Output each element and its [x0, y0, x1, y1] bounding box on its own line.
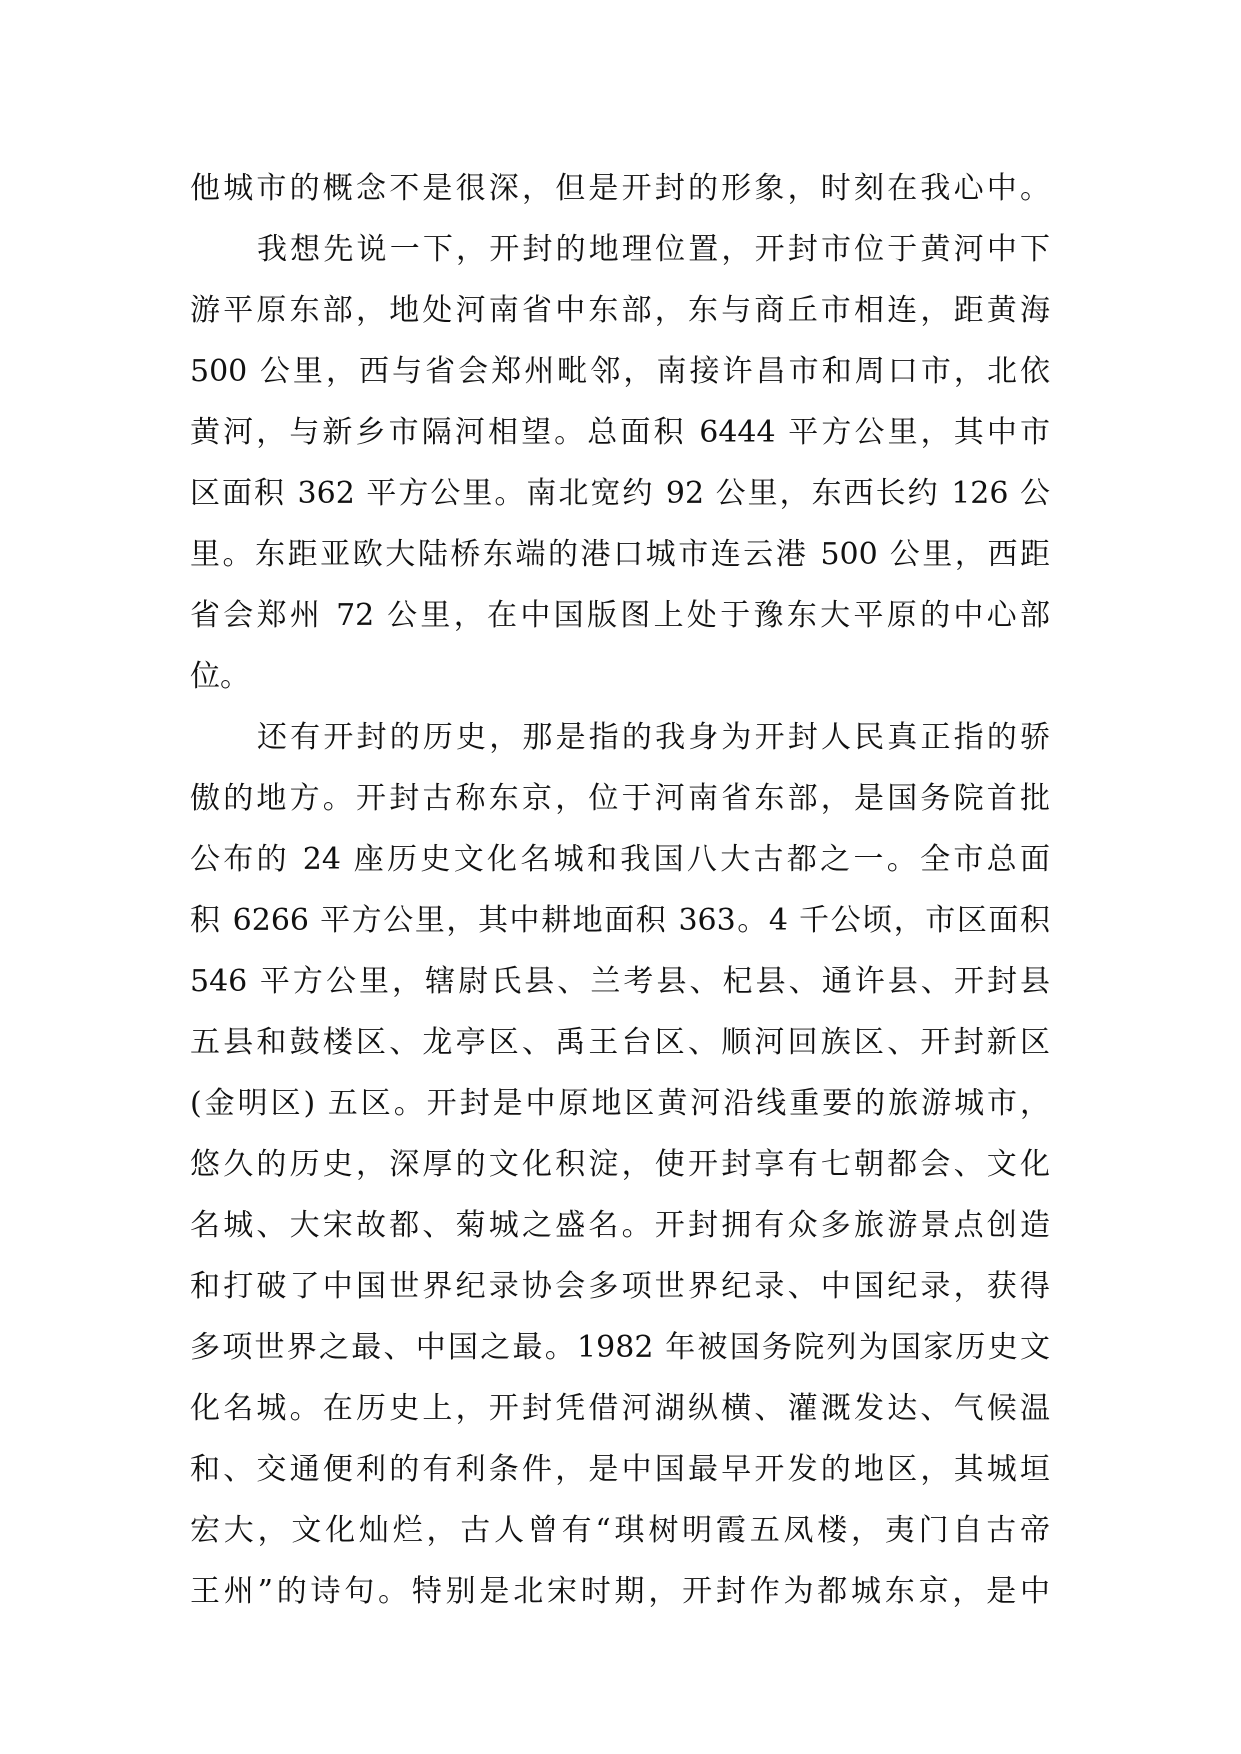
- text-line: 位。: [190, 659, 250, 694]
- text-line: 500 公里，西与省会郑州毗邻，南接许昌市和周口市，北依: [190, 354, 1050, 389]
- text-line: 多项世界之最、中国之最。1982 年被国务院列为国家历史文: [190, 1330, 1050, 1365]
- paragraph-1: [190, 158, 1050, 219]
- text-line: 546 平方公里，辖尉氏县、兰考县、杞县、通许县、开封县: [190, 964, 1050, 999]
- text-line: 悠久的历史，深厚的文化积淀，使开封享有七朝都会、文化: [190, 1147, 1050, 1182]
- text-line: 积 6266 平方公里，其中耕地面积 363。4 千公顷，市区面积: [190, 903, 1050, 938]
- text-line: 化名城。在历史上，开封凭借河湖纵横、灌溉发达、气候温: [190, 1391, 1050, 1426]
- text-line: 和、交通便利的有利条件，是中国最早开发的地区，其城垣: [190, 1452, 1050, 1487]
- text-line: 区面积 362 平方公里。南北宽约 92 公里，东西长约 126 公: [190, 476, 1050, 511]
- document-body: [190, 158, 1050, 1622]
- text-line: 游平原东部，地处河南省中东部，东与商丘市相连，距黄海: [190, 293, 1050, 328]
- paragraph-2: [190, 219, 1050, 707]
- text-line: 王州”的诗句。特别是北宋时期，开封作为都城东京，是中: [190, 1574, 1050, 1609]
- text-line: 他城市的概念不是很深，但是开封的形象，时刻在我心中。: [190, 171, 1050, 206]
- paragraph-3: [190, 707, 1050, 1622]
- text-line: 名城、大宋故都、菊城之盛名。开封拥有众多旅游景点创造: [190, 1208, 1050, 1243]
- text-line: 公布的 24 座历史文化名城和我国八大古都之一。全市总面: [190, 842, 1050, 877]
- text-line: 黄河，与新乡市隔河相望。总面积 6444 平方公里，其中市: [190, 415, 1050, 450]
- text-line: 省会郑州 72 公里，在中国版图上处于豫东大平原的中心部: [190, 598, 1050, 633]
- text-line: (金明区) 五区。开封是中原地区黄河沿线重要的旅游城市，: [190, 1086, 1050, 1121]
- text-line: 傲的地方。开封古称东京，位于河南省东部，是国务院首批: [190, 781, 1050, 816]
- text-line: 宏大，文化灿烂，古人曾有“琪树明霞五凤楼，夷门自古帝: [190, 1513, 1050, 1548]
- text-line: 里。东距亚欧大陆桥东端的港口城市连云港 500 公里，西距: [190, 537, 1050, 572]
- text-line: 和打破了中国世界纪录协会多项世界纪录、中国纪录，获得: [190, 1269, 1050, 1304]
- text-line: 还有开封的历史，那是指的我身为开封人民真正指的骄: [257, 720, 1050, 755]
- text-line: 五县和鼓楼区、龙亭区、禹王台区、顺河回族区、开封新区: [190, 1025, 1050, 1060]
- text-line: 我想先说一下，开封的地理位置，开封市位于黄河中下: [257, 232, 1050, 267]
